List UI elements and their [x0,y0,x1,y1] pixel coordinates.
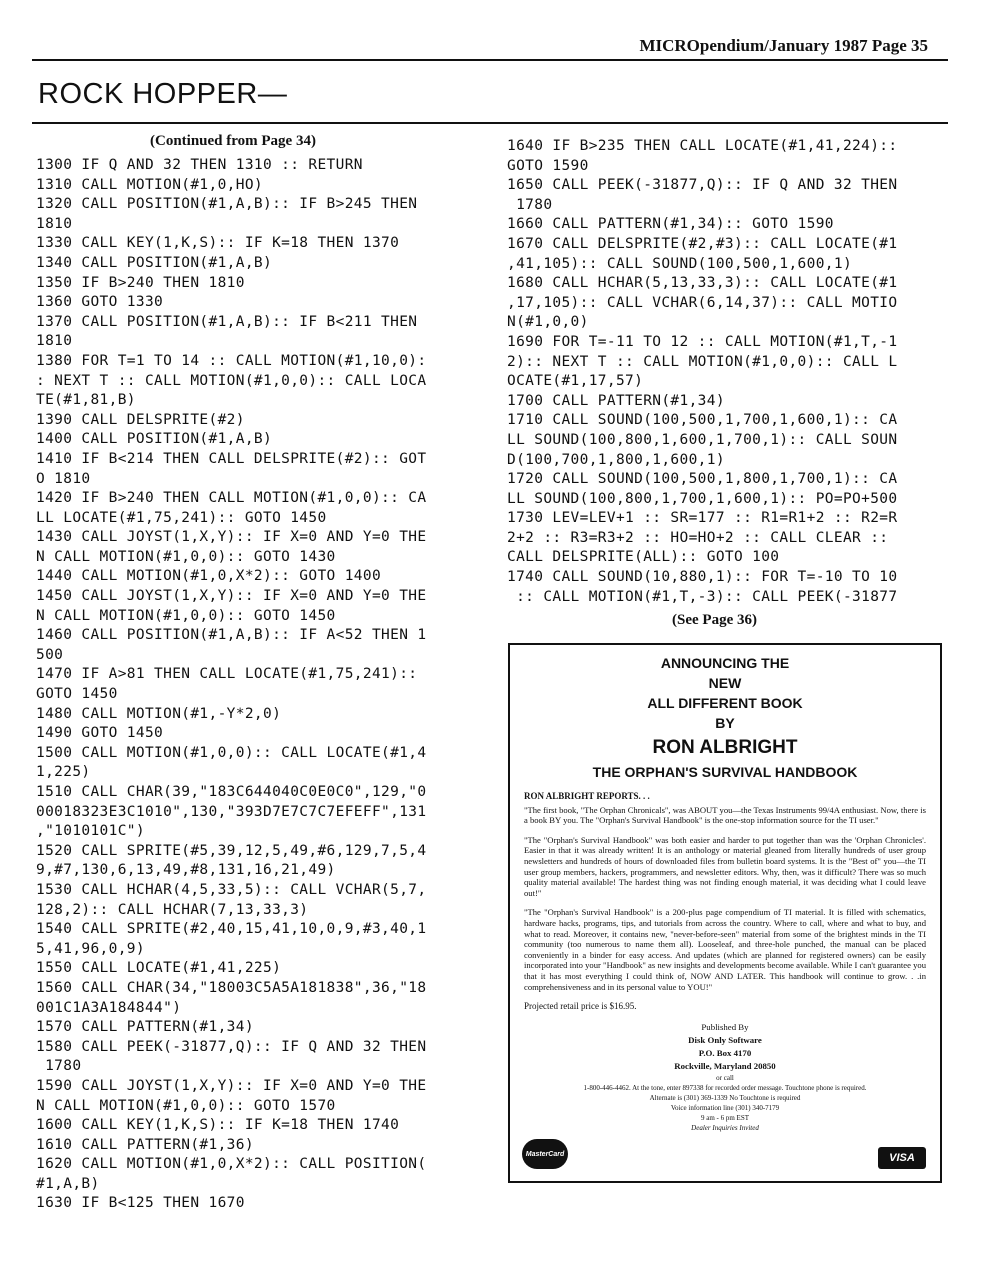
code-line: 1780 [507,196,553,213]
code-line: 1810 [36,215,73,232]
ad-head-line: ANNOUNCING THE [660,655,790,671]
code-line: 1810 [36,333,73,350]
ad-author: RON ALBRIGHT [652,737,798,758]
ad-publisher-block [510,1021,940,1083]
masthead-rule [32,59,948,61]
ad-head-line: NEW [708,675,742,691]
publisher-po-box: P.O. Box 4170 [698,1047,752,1058]
code-line: 1560 CALL CHAR(34,"18003C5A5A181838",36,"18 [36,979,427,996]
code-line: 1630 IF B<125 THEN 1670 [36,1195,245,1212]
code-line: :: CALL MOTION(#1,T,-3):: CALL PEEK(-31877 [507,588,898,605]
see-note: (See Page 36) [672,612,757,628]
code-line: 1500 CALL MOTION(#1,0,0):: CALL LOCATE(#1,4 [36,744,427,761]
code-line: 1590 CALL JOYST(1,X,Y):: IF X=0 AND Y=0 THE [36,1077,427,1094]
code-line: LL SOUND(100,800,1,700,1,600,1):: PO=PO+500 [507,490,898,507]
code-line: LL LOCATE(#1,75,241):: GOTO 1450 [36,509,327,526]
code-line: 1780 [36,1058,82,1075]
ad-paragraph: "The first book, "The Orphan Chronicals", was ABOUT you—the Texas Instruments 99/4A enthusiast. Now, there is a book BY you. The "Orphan's Survival Handbook" is the one-stop information source for the TI user." [524,804,926,826]
advertisement [508,643,942,1183]
dealer-note: Dealer Inquiries Invited [691,1123,759,1132]
code-line: 1460 CALL POSITION(#1,A,B):: IF A<52 THEN 1 [36,627,427,644]
code-line: 2):: NEXT T :: CALL MOTION(#1,0,0):: CALL L [507,353,898,370]
code-line: GOTO 1450 [36,686,118,703]
published-by: Published By [701,1021,749,1032]
code-line: 1340 CALL POSITION(#1,A,B) [36,254,273,271]
code-column-left [36,156,426,1214]
section-title: ROCK HOPPER— [38,78,288,110]
code-line: CALL DELSPRITE(ALL):: GOTO 100 [507,549,780,566]
ad-price: Projected retail price is $16.95. [524,1001,637,1012]
code-line: 1310 CALL MOTION(#1,0,HO) [36,176,263,193]
code-line: 1610 CALL PATTERN(#1,36) [36,1136,254,1153]
continued-note: (Continued from Page 34) [150,133,316,149]
code-line: 1490 GOTO 1450 [36,725,164,742]
code-line: 1360 GOTO 1330 [36,294,164,311]
code-line: N CALL MOTION(#1,0,0):: GOTO 1570 [36,1097,336,1114]
code-line: 9,#7,130,6,13,49,#8,131,16,21,49) [36,862,336,879]
code-line: : NEXT T :: CALL MOTION(#1,0,0):: CALL LOCA [36,372,427,389]
code-line: 1660 CALL PATTERN(#1,34):: GOTO 1590 [507,216,834,233]
code-line: 1300 IF Q AND 32 THEN 1310 :: RETURN [36,157,363,173]
ad-head-line: BY [715,715,735,731]
phone-line: Voice information line (301) 340-7179 [670,1103,780,1112]
code-line: 1690 FOR T=-11 TO 12 :: CALL MOTION(#1,T,-1 [507,333,898,350]
code-line: 1330 CALL KEY(1,K,S):: IF K=18 THEN 1370 [36,235,400,252]
code-line: 1730 LEV=LEV+1 :: SR=177 :: R1=R1+2 :: R2=R [507,510,898,527]
code-line: 1720 CALL SOUND(100,500,1,800,1,700,1):: CA [507,471,898,488]
code-line: 1420 IF B>240 THEN CALL MOTION(#1,0,0):: CA [36,490,427,507]
code-line: 1430 CALL JOYST(1,X,Y):: IF X=0 AND Y=0 THE [36,529,427,546]
code-line: 1450 CALL JOYST(1,X,Y):: IF X=0 AND Y=0 THE [36,588,427,605]
or-call: or call [716,1073,734,1082]
office-hours: 9 am - 6 pm EST [700,1113,750,1122]
code-line: 1370 CALL POSITION(#1,A,B):: IF B<211 THEN [36,313,418,330]
ad-subtitle: THE ORPHAN'S SURVIVAL HANDBOOK [592,764,858,780]
code-line: 1740 CALL SOUND(10,880,1):: FOR T=-10 TO 10 [507,569,898,586]
publisher-city: Rockville, Maryland 20850 [674,1060,776,1071]
code-line: #1,A,B) [36,1175,100,1192]
ad-body [510,791,940,1012]
code-line: 1,225) [36,764,91,781]
code-line: OCATE(#1,17,57) [507,373,644,390]
code-line: 1320 CALL POSITION(#1,A,B):: IF B>245 THEN [36,196,418,213]
code-line: 1480 CALL MOTION(#1,-Y*2,0) [36,705,282,722]
ad-paragraph: "The "Orphan's Survival Handbook" was both easier and harder to put together than was the 'Orphan Chronicles'. Easier in that it was already written! It is an anthology or material gleaned from literally hundreds of user group newsletters and hundreds of hours of downloaded files from bulletin board systems. It is the "Best of" you—the TI user group members, hackers, programmers, and newsletter editors. Why, then, was it difficult? There was so much quality material available! The hardest thing was not finding enough material, it was deciding what I could leave out!" [524,834,926,898]
ad-contact [510,1083,940,1133]
code-line: 1510 CALL CHAR(39,"183C644040C0E0C0",129,"0 [36,784,427,800]
code-line: 1470 IF A>81 THEN CALL LOCATE(#1,75,241):: [36,666,418,683]
mastercard-logo: MasterCard [522,1139,568,1169]
code-line: 1380 FOR T=1 TO 14 :: CALL MOTION(#1,10,0): [36,352,427,369]
code-line: 500 [36,646,64,663]
code-line: 1440 CALL MOTION(#1,0,X*2):: GOTO 1400 [36,568,382,585]
code-line: 2+2 :: R3=R3+2 :: HO=HO+2 :: CALL CLEAR :: [507,529,889,546]
code-line: 1530 CALL HCHAR(4,5,33,5):: CALL VCHAR(5,7, [36,881,427,898]
code-line: LL SOUND(100,800,1,600,1,700,1):: CALL SOUN [507,431,898,448]
code-line: 1400 CALL POSITION(#1,A,B) [36,431,273,448]
code-line: TE(#1,81,B) [36,392,136,409]
code-column-right [507,137,897,607]
code-line: N CALL MOTION(#1,0,0):: GOTO 1450 [36,607,336,624]
ad-head-line: ALL DIFFERENT BOOK [647,695,803,711]
code-line: ,41,105):: CALL SOUND(100,500,1,600,1) [507,255,853,272]
visa-logo: VISA [878,1147,926,1169]
code-line: 128,2):: CALL HCHAR(7,13,33,3) [36,901,309,918]
code-line: 00018323E3C1010",130,"393D7E7C7C7EFEFF",131 [36,803,427,820]
ad-paragraph: "The "Orphan's Survival Handbook" is a 200-plus page compendium of TI material. It is filled with schematics, hardware hacks, programs, tips, and tutorials from across the country. Where to call, where and what to buy, and what to read. Moreover, it contains new, "never-before-seen" material from some of the brightest minds in the TI community (too numerous to name them all). Looseleaf, and three-hole punched, the manual can be placed conveniently in a binder for easy access. And updates (which are planned for registered owners) can be easily incorporated into your "Handbook" as new insights and developments become available. While I can't guarantee you that it has most everything I could think of, NOW AND LATER. This handbook will continue to grow. . .in comprehensiveness and in its personal value to YOU!" [524,907,926,992]
code-line: 1520 CALL SPRITE(#5,39,12,5,49,#6,129,7,5,4 [36,842,427,859]
code-line: 1640 IF B>235 THEN CALL LOCATE(#1,41,224):: [507,138,898,154]
masthead: MICROpendium/January 1987 Page 35 [639,36,928,55]
code-line: 1580 CALL PEEK(-31877,Q):: IF Q AND 32 THEN [36,1038,427,1055]
ad-reports-heading: RON ALBRIGHT REPORTS. . . [524,791,650,801]
code-line: 1410 IF B<214 THEN CALL DELSPRITE(#2):: GOT [36,450,427,467]
phone-line: Alternate is (301) 369-1339 No Touchtone is required [649,1093,801,1102]
code-line: 1700 CALL PATTERN(#1,34) [507,392,725,409]
code-line: 1350 IF B>240 THEN 1810 [36,274,245,291]
code-line: 5,41,96,0,9) [36,940,145,957]
code-line: 1550 CALL LOCATE(#1,41,225) [36,960,282,977]
code-line: 1710 CALL SOUND(100,500,1,700,1,600,1):: CA [507,412,898,429]
code-line: 1650 CALL PEEK(-31877,Q):: IF Q AND 32 THEN [507,177,898,194]
code-line: 1680 CALL HCHAR(5,13,33,3):: CALL LOCATE(#1 [507,275,898,292]
phone-line: 1-800-446-4462. At the tone, enter 897338 for recorded order message. Touchtone phone is required. [583,1083,867,1092]
code-line: 1620 CALL MOTION(#1,0,X*2):: CALL POSITION( [36,1156,427,1173]
code-line: 1540 CALL SPRITE(#2,40,15,41,10,0,9,#3,40,1 [36,921,427,938]
ad-headline [510,653,940,783]
code-line: 1390 CALL DELSPRITE(#2) [36,411,245,428]
publisher-name: Disk Only Software [688,1034,762,1045]
code-line: 1570 CALL PATTERN(#1,34) [36,1019,254,1036]
code-line: N CALL MOTION(#1,0,0):: GOTO 1430 [36,548,336,565]
code-line: ,17,105):: CALL VCHAR(6,14,37):: CALL MOTIO [507,294,898,311]
code-line: GOTO 1590 [507,157,589,174]
code-line: 1600 CALL KEY(1,K,S):: IF K=18 THEN 1740 [36,1117,400,1134]
code-line: D(100,700,1,800,1,600,1) [507,451,725,468]
code-line: 001C1A3A184844") [36,999,182,1016]
code-line: ,"1010101C") [36,823,145,840]
code-line: O 1810 [36,470,91,487]
code-line: N(#1,0,0) [507,314,589,331]
code-line: 1670 CALL DELSPRITE(#2,#3):: CALL LOCATE(#1 [507,235,898,252]
title-rule [32,122,948,124]
